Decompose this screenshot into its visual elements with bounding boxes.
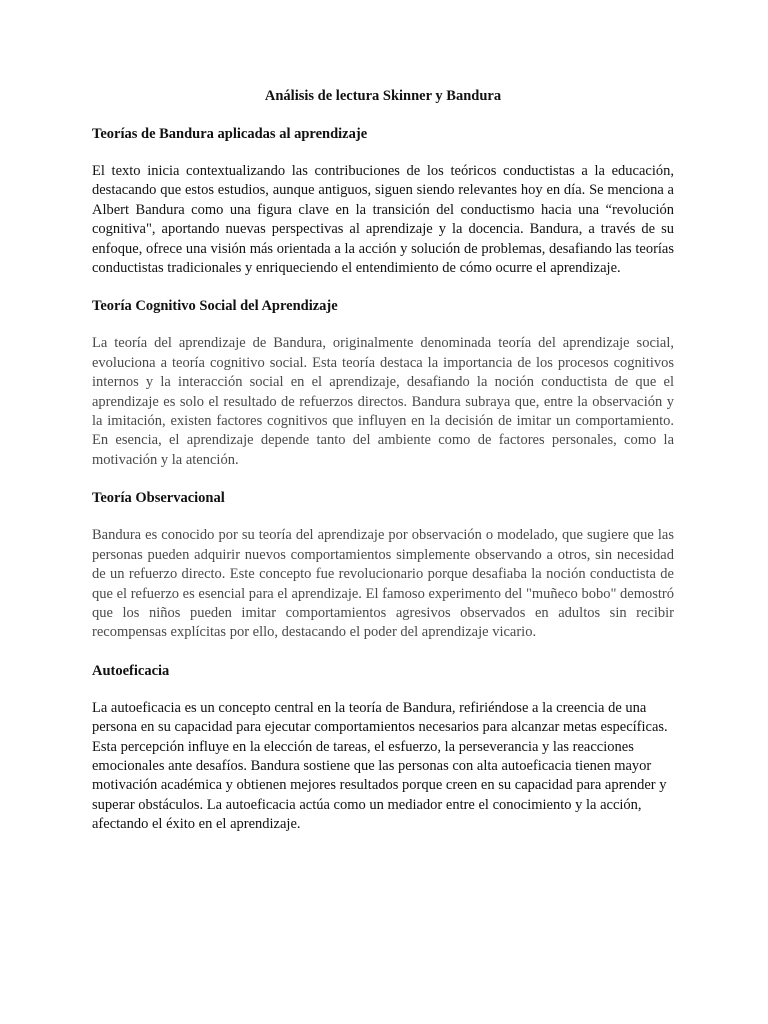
- section-heading-cognitivo-social: Teoría Cognitivo Social del Aprendizaje: [92, 298, 338, 315]
- document-page: [92, 86, 674, 853]
- section-body-autoeficacia: La autoeficacia es un concepto central en la teoría de Bandura, refiriéndose a la creencia de una persona en su capacidad para ejecutar comportamientos necesarios para alcanzar metas específicas. Esta percepción influye en la elección de tareas, el esfuerzo, la perseverancia y las reacciones emocionales ante desafíos. Bandura sostiene que las personas con alta autoeficacia tienen mayor motivación académica y obtienen mejores resultados porque creen en su capacidad para aprender y superar obstáculos. La autoeficacia actúa como un mediador entre el conocimiento y la acción, afectando el éxito en el aprendizaje.: [92, 699, 668, 833]
- section-heading-observacional: Teoría Observacional: [92, 490, 225, 507]
- section-heading-autoeficacia: Autoeficacia: [92, 662, 170, 679]
- document-title: Análisis de lectura Skinner y Bandura: [264, 88, 502, 104]
- section-body-cognitivo-social: La teoría del aprendizaje de Bandura, originalmente denominada teoría del aprendizaje social, evoluciona a teoría cognitivo social. Esta teoría destaca la importancia de los procesos cognitivos internos y la interacción social en el aprendizaje, desafiando la noción conductista de que el aprendizaje es solo el resultado de refuerzos directos. Bandura subraya que, entre la observación y la imitación, existen factores cognitivos que influyen en la decisión de imitar un comportamiento. En esencia, el aprendizaje depende tanto del ambiente como de factores personales, como la motivación y la atención.: [92, 335, 674, 468]
- section-body-bandura-teorias: El texto inicia contextualizando las contribuciones de los teóricos conductistas a la educación, destacando que estos estudios, aunque antiguos, siguen siendo relevantes hoy en día. Se menciona a Albert Bandura como una figura clave en la transición del conductismo hacia una “revolución cognitiva", aportando nuevas perspectivas al aprendizaje y la docencia. Bandura, a través de su enfoque, ofrece una visión más orientada a la acción y solución de problemas, desafiando las teorías conductistas tradicionales y enriqueciendo el entendimiento de cómo ocurre el aprendizaje.: [92, 163, 674, 277]
- section-body-observacional: Bandura es conocido por su teoría del aprendizaje por observación o modelado, que sugiere que las personas pueden adquirir nuevos comportamientos simplemente observando a otros, sin necesidad de un refuerzo directo. Este concepto fue revolucionario porque desafiaba la noción conductista de que el refuerzo es esencial para el aprendizaje. El famoso experimento del "muñeco bobo" demostró que los niños pueden imitar comportamientos agresivos observados en adultos sin recibir recompensas explícitas por ello, destacando el poder del aprendizaje vicario.: [92, 527, 674, 641]
- section-heading-bandura-teorias: Teorías de Bandura aplicadas al aprendizaje: [92, 126, 368, 142]
